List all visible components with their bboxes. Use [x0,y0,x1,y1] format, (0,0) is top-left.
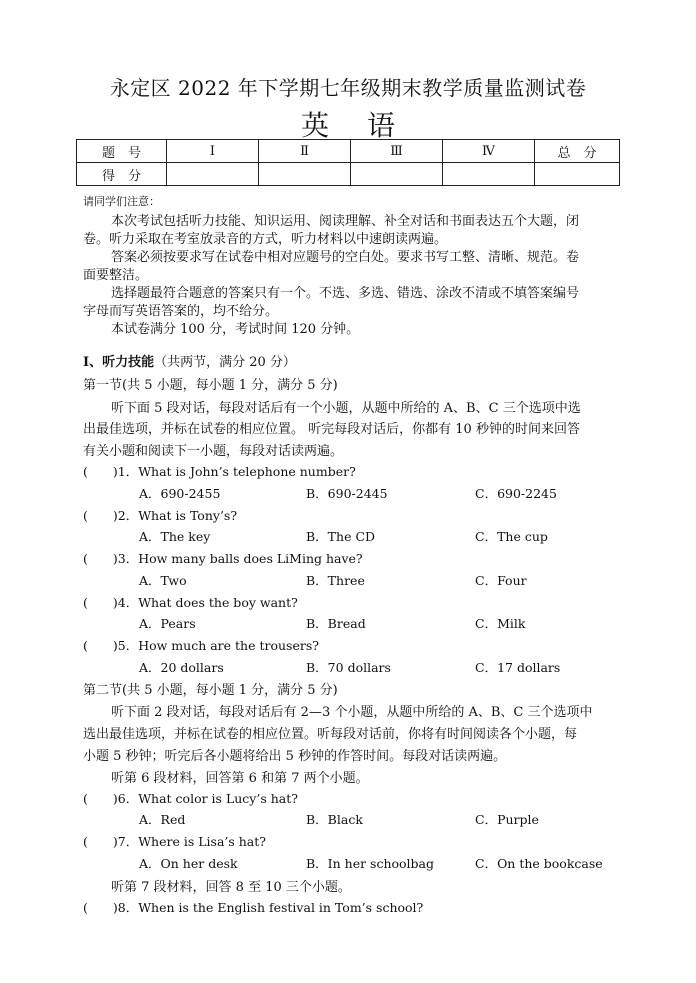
option-c[interactable]: C．On the bookcase [475,856,603,871]
question-stem: ( )3．How many balls does LiMing have? [83,551,363,566]
notice-line: 答案必须按要求写在试卷中相对应题号的空白处。要求书写工整、清晰、规范。卷 [111,250,580,265]
score-input-cell[interactable] [167,163,259,186]
instruction-line: 选出最佳选项，并标在试卷的相应位置。听每段对话前，你将有时间阅读各个小题，每 [83,727,578,742]
instruction-line: 小题 5 秒钟；听完后各小题将给出 5 秒钟的作答时间。每段对话读两遍。 [83,749,507,764]
option-b[interactable]: B．In her schoolbag [306,856,435,871]
option-a[interactable]: A．Pears [139,616,196,631]
option-c[interactable]: C．17 dollars [475,660,561,675]
instruction-line: 听下面 5 段对话，每段对话后有一个小题，从题中所给的 A、B、C 三个选项中选 [111,401,581,416]
score-table [76,139,620,186]
option-b[interactable]: B．70 dollars [306,660,391,675]
option-b[interactable]: B．The CD [306,529,376,544]
option-a[interactable]: A．Red [139,812,186,827]
notice-line: 本次考试包括听力技能、知识运用、阅读理解、补全对话和书面表达五个大题，闭 [111,214,580,229]
notice-line: 本试卷满分 100 分，考试时间 120 分钟。 [111,322,360,337]
question-stem: ( )6．What color is Lucy’s hat? [83,791,298,806]
notice-line: 面要整洁。 [83,268,149,283]
notice-line: 字母而写英语答案的，均不给分。 [83,304,279,319]
subject-title: 英语 [300,109,433,142]
option-a[interactable]: A．On her desk [139,856,238,871]
instruction-line: 出最佳选项，并标在试卷的相应位置。 听完每段对话后，你都有 10 秒钟的时间来回答 [83,422,580,437]
score-cell: Ⅳ [443,140,535,163]
section-heading [83,351,296,370]
material-note: 听第 6 段材料，回答第 6 和第 7 两个小题。 [111,771,369,786]
option-c[interactable]: C．690-2245 [475,486,557,501]
option-b[interactable]: B．Black [306,812,363,827]
option-c[interactable]: C．Four [475,573,527,588]
option-c[interactable]: C．Purple [475,812,539,827]
notice-heading: 请同学们注意： [83,195,160,208]
question-stem: ( )2．What is Tony’s? [83,508,238,523]
section-title: Ⅰ、听力技能 [83,355,155,370]
instruction-line: 有关小题和阅读下一小题，每段对话读两遍。 [83,444,344,459]
score-input-cell[interactable] [351,163,443,186]
part-title: 第一节(共 5 小题，每小题 1 分，满分 5 分) [83,378,338,393]
question-stem: ( )8．When is the English festival in Tom’s school? [83,900,424,915]
question-stem: ( )7．Where is Lisa’s hat? [83,834,266,849]
notice-line: 选择题最符合题意的答案只有一个。不选、多选、错选、涂改不清或不填答案编号 [111,286,580,301]
score-cell: 总 分 [535,140,620,163]
option-a[interactable]: A．The key [139,529,211,544]
option-a[interactable]: A．20 dollars [139,660,224,675]
score-input-cell[interactable] [259,163,351,186]
question-stem: ( )4．What does the boy want? [83,595,298,610]
material-note: 听第 7 段材料，回答 8 至 10 三个小题。 [111,880,351,895]
score-input-cell[interactable] [535,163,620,186]
part-title: 第二节(共 5 小题，每小题 1 分，满分 5 分) [83,683,338,698]
section-note: （共两节，满分 20 分） [154,355,296,370]
option-b[interactable]: B．Bread [306,616,366,631]
option-a[interactable]: A．690-2455 [139,486,221,501]
question-stem: ( )1．What is John’s telephone number? [83,464,356,479]
score-table-score-row [77,163,620,186]
score-table-header-row [77,140,620,163]
instruction-line: 听下面 2 段对话，每段对话后有 2—3 个小题，从题中所给的 A、B、C 三个选项中 [111,705,593,720]
score-cell: 得 分 [77,163,167,186]
option-b[interactable]: B．Three [306,573,365,588]
question-stem: ( )5．How much are the trousers? [83,638,319,653]
score-input-cell[interactable] [443,163,535,186]
option-c[interactable]: C．The cup [475,529,548,544]
score-cell: 题 号 [77,140,167,163]
score-cell: Ⅱ [259,140,351,163]
score-cell: Ⅰ [167,140,259,163]
option-c[interactable]: C．Milk [475,616,526,631]
exam-title: 永定区 2022 年下学期七年级期末教学质量监测试卷 [109,76,587,100]
score-cell: Ⅲ [351,140,443,163]
option-b[interactable]: B．690-2445 [306,486,388,501]
option-a[interactable]: A．Two [139,573,187,588]
notice-line: 卷。听力采取在考室放录音的方式，听力材料以中速朗读两遍。 [83,232,448,247]
